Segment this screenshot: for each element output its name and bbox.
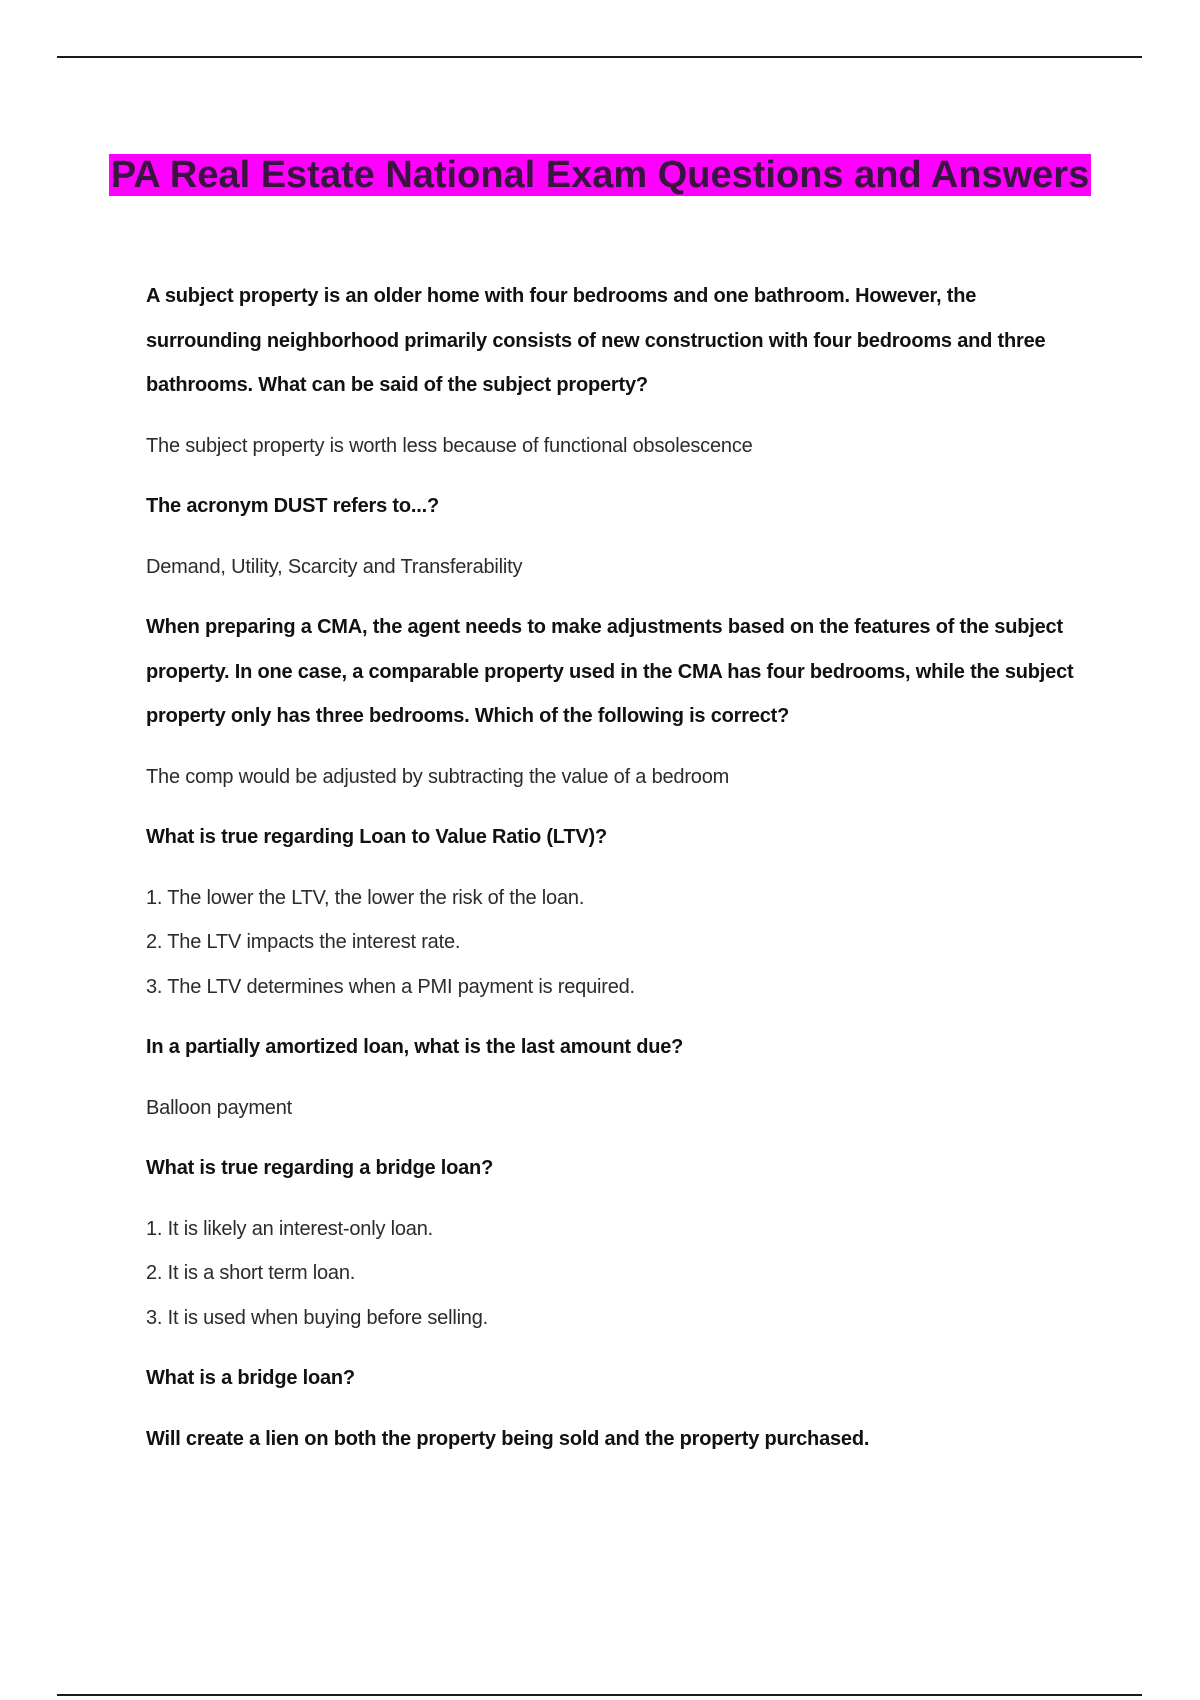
answer-4-item: 2. The LTV impacts the interest rate. bbox=[146, 931, 461, 953]
document-title: PA Real Estate National Exam Questions and Answers bbox=[110, 154, 1090, 196]
answer-3: The comp would be adjusted by subtracting the value of a bedroom bbox=[146, 765, 730, 788]
answer-6-item: 1. It is likely an interest-only loan. bbox=[146, 1217, 433, 1240]
top-rule bbox=[57, 56, 1142, 58]
answer-1: The subject property is worth less because of functional obsolescence bbox=[146, 434, 753, 457]
answer-6-list bbox=[146, 1207, 1076, 1341]
qa-content bbox=[146, 274, 1076, 1477]
question-7: What is a bridge loan? bbox=[146, 1367, 355, 1389]
question-5: In a partially amortized loan, what is the last amount due? bbox=[146, 1036, 684, 1058]
answer-4-list bbox=[146, 876, 1076, 1010]
answer-2: Demand, Utility, Scarcity and Transferability bbox=[146, 555, 523, 578]
answer-7: Will create a lien on both the property being sold and the property purchased. bbox=[146, 1427, 870, 1450]
question-2: The acronym DUST refers to...? bbox=[146, 495, 439, 517]
answer-4-item: 1. The lower the LTV, the lower the risk of the loan. bbox=[146, 886, 585, 909]
answer-6-item: 3. It is used when buying before selling. bbox=[146, 1306, 489, 1329]
title-block bbox=[0, 146, 1200, 204]
answer-4-item: 3. The LTV determines when a PMI payment is required. bbox=[146, 975, 635, 998]
answer-5: Balloon payment bbox=[146, 1096, 292, 1119]
answer-6-item: 2. It is a short term loan. bbox=[146, 1262, 356, 1284]
question-3: When preparing a CMA, the agent needs to make adjustments based on the features of the subject property. In one case, a comparable property used in the CMA has four bedrooms, while the subject property only has three bedrooms. Which of the following is correct? bbox=[146, 616, 1074, 727]
question-1: A subject property is an older home with four bedrooms and one bathroom. However, the surrounding neighborhood primarily consists of new construction with four bedrooms and three bathrooms. What can be said of the subject property? bbox=[146, 285, 1046, 396]
question-4: What is true regarding Loan to Value Ratio (LTV)? bbox=[146, 826, 607, 848]
bottom-rule bbox=[57, 1694, 1142, 1696]
question-6: What is true regarding a bridge loan? bbox=[146, 1157, 494, 1179]
